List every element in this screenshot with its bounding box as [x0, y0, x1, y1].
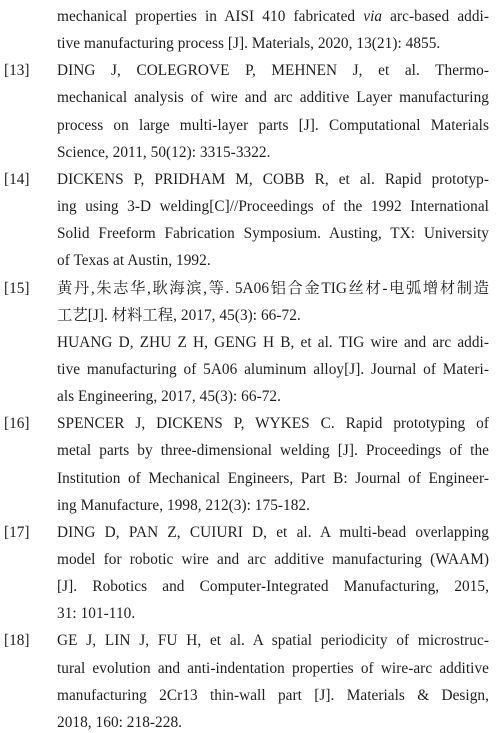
text-run: manufacturing 2Cr13 thin-wall part [J]. Materials & Design,: [57, 686, 489, 704]
reference-number: [17]: [4, 523, 30, 541]
reference-text-line: [57, 197, 489, 217]
text-run: ing Manufacture, 1998, 212(3): 175-182.: [57, 496, 311, 514]
text-run: Institution of Mechanical Engineers, Part B: Journal of Engineer-: [57, 469, 489, 487]
reference-text-line: [57, 414, 489, 434]
reference-number: [14]: [4, 170, 30, 188]
text-run: ing using 3-D welding[C]//Proceedings of the 1992 International: [57, 198, 489, 216]
reference-number: [15]: [4, 279, 30, 297]
reference-text-line: [57, 550, 489, 570]
reference-text-line: [57, 523, 489, 543]
reference-text-line: [57, 170, 489, 190]
text-run: process on large multi-layer parts [J]. Computational Materials: [57, 116, 489, 134]
text-run: model for robotic wire and arc additive manufacturing (WAAM): [57, 551, 489, 568]
reference-number: [18]: [4, 632, 30, 650]
reference-number: [13]: [4, 62, 30, 80]
reference-text-line: [57, 143, 489, 163]
reference-text-line: [57, 631, 489, 651]
reference-text-line: [57, 7, 489, 27]
text-run: 工艺[J]. 材料工程, 2017, 45(3): 66-72.: [57, 306, 301, 324]
text-run: 2018, 160: 218-228.: [57, 713, 183, 731]
text-run: DING J, COLEGROVE P, MEHNEN J, et al. Thermo-: [57, 62, 489, 80]
reference-number: [16]: [4, 415, 30, 433]
reference-text-line: [57, 88, 489, 108]
reference-text-line: [57, 469, 489, 489]
text-run: metal parts by three-dimensional welding [J]. Proceedings of the: [57, 442, 489, 460]
reference-text-line: [57, 713, 489, 733]
reference-text-line: [57, 224, 489, 244]
reference-text-line: [57, 306, 489, 326]
text-run: 黄丹,朱志华,耿海滨,等. 5A06铝合金TIG丝材-电弧增材制造: [57, 279, 489, 297]
text-run: tive manufacturing process [J]. Materials, 2020, 13(21): 4855.: [57, 35, 441, 53]
text-run: DING D, PAN Z, CUIURI D, et al. A multi-bead overlapping: [57, 523, 489, 541]
reference-text-line: [57, 61, 489, 81]
reference-text-line: [57, 604, 489, 624]
text-run: [J]. Robotics and Computer-Integrated Manufacturing, 2015,: [57, 578, 489, 596]
text-run: tural evolution and anti-indentation properties of wire-arc additive: [57, 659, 489, 677]
reference-text-line: [57, 360, 489, 380]
text-run: mechanical analysis of wire and arc additive Layer manufacturing: [57, 89, 489, 107]
reference-text-line: [57, 686, 489, 706]
reference-text-line: [57, 251, 489, 271]
reference-text-line: [57, 577, 489, 597]
text-run: GE J, LIN J, FU H, et al. A spatial periodicity of microstruc-: [57, 632, 489, 650]
reference-text-line: [57, 333, 489, 353]
text-run: of Texas at Austin, 1992.: [57, 252, 211, 270]
text-run: 31: 101-110.: [57, 605, 136, 623]
text-run: mechanical properties in AISI 410 fabricated: [57, 8, 364, 25]
text-run: DICKENS P, PRIDHAM M, COBB R, et al. Rapid prototyp-: [57, 170, 489, 188]
reference-text-line: [57, 279, 489, 299]
text-run: SPENCER J, DICKENS P, WYKES C. Rapid prototyping of: [57, 415, 489, 433]
italic-text-run: via: [363, 8, 383, 25]
text-run: arc-based addi-: [382, 8, 489, 25]
reference-text-line: [57, 659, 489, 679]
text-run: als Engineering, 2017, 45(3): 66-72.: [57, 388, 281, 406]
text-run: tive manufacturing of 5A06 aluminum alloy[J]. Journal of Materi-: [57, 360, 489, 378]
reference-text-line: [57, 116, 489, 136]
reference-text-line: [57, 387, 489, 407]
text-run: Science, 2011, 50(12): 3315-3322.: [57, 143, 271, 161]
reference-text-line: [57, 441, 489, 461]
text-run: Solid Freeform Fabrication Symposium. Austing, TX: University: [57, 225, 489, 243]
reference-text-line: [57, 496, 489, 516]
reference-text-line: [57, 34, 489, 54]
text-run: HUANG D, ZHU Z H, GENG H B, et al. TIG wire and arc addi-: [57, 333, 489, 351]
